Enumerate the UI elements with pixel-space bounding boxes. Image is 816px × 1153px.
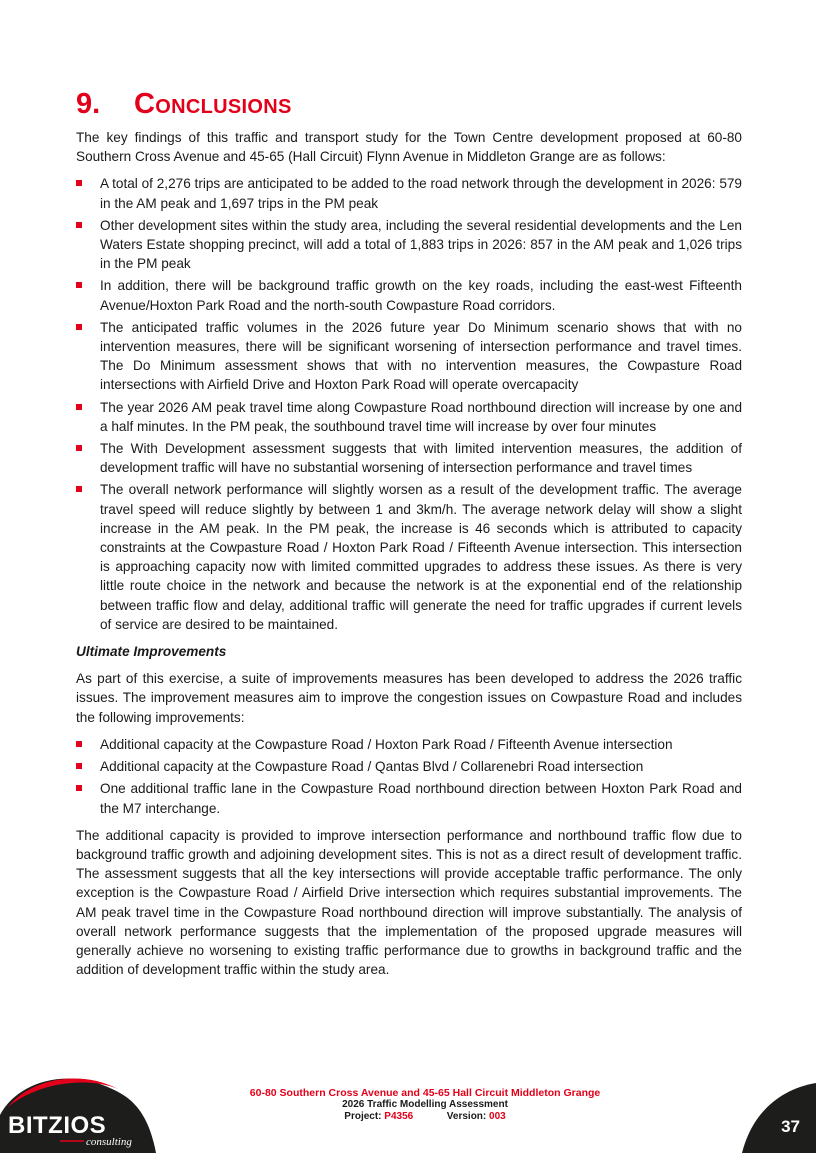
logo-brand-text: BITZIOS (8, 1112, 107, 1139)
footer-version-label: Version: (446, 1111, 487, 1122)
list-item: The anticipated traffic volumes in the 2026 future year Do Minimum scenario shows that with no intervention measures, there will be significant worsening of intersection performance and travel times. The Do Minimum assessment shows that with no intervention measures, the Cowpasture Road intersections with Airfield Drive and Hoxton Park Road will operate overcapacity (76, 318, 742, 395)
footer-project-title: 60-80 Southern Cross Avenue and 45-65 Hall Circuit Middleton Grange (249, 1087, 601, 1099)
bullet-square-icon (76, 324, 82, 330)
section-number: 9. (76, 88, 101, 120)
list-item: A total of 2,276 trips are anticipated to be added to the road network through the development in 2026: 579 in the AM peak and 1,697 trips in the PM peak (76, 174, 742, 212)
list-item: One additional traffic lane in the Cowpasture Road northbound direction between Hoxton Park Road and the M7 interchange. (76, 779, 742, 817)
closing-paragraph: The additional capacity is provided to improve intersection performance and northbound traffic flow due to background traffic growth and adjoining development sites. This is not as a direct result of development traffic. The assessment suggests that all the key intersections will provide acceptable traffic performance. The only exception is the Cowpasture Road / Airfield Drive intersection which requires substantial improvements. The AM peak travel time in the Cowpasture Road northbound direction will improve substantially. The analysis of overall network performance suggests that the implementation of the proposed upgrade measures will generally achieve no worsening to existing traffic performance due to growths in background traffic and the addition of development traffic within the study area. (76, 827, 742, 978)
bullet-square-icon (76, 763, 82, 769)
section-heading (76, 88, 292, 121)
bullet-square-icon (76, 222, 82, 228)
bullet-square-icon (76, 404, 82, 410)
bullet-square-icon (76, 445, 82, 451)
footer-project-label: Project: (344, 1111, 382, 1122)
bitzios-logo (0, 1063, 160, 1153)
logo-tagline-text: consulting (86, 1136, 132, 1148)
list-item: The With Development assessment suggests that with limited intervention measures, the addition of development traffic will have no substantial worsening of intersection performance and travel times (76, 439, 742, 477)
list-item: The year 2026 AM peak travel time along Cowpasture Road northbound direction will increase by one and a half minutes. In the PM peak, the southbound travel time will increase by over four minutes (76, 398, 742, 436)
improvements-list (76, 735, 742, 818)
page-number-background (742, 1083, 816, 1153)
page-footer (200, 1087, 650, 1123)
list-item: Additional capacity at the Cowpasture Road / Hoxton Park Road / Fifteenth Avenue intersection (76, 735, 742, 754)
bullet-square-icon (76, 785, 82, 791)
list-item: In addition, there will be background traffic growth on the key roads, including the east-west Fifteenth Avenue/Hoxton Park Road and the north-south Cowpasture Road corridors. (76, 276, 742, 314)
page-number: 37 (781, 1117, 800, 1136)
improvements-intro: As part of this exercise, a suite of improvements measures has been developed to address the 2026 traffic issues. The improvement measures aim to improve the congestion issues on Cowpasture Road and includes the following improvements: (76, 671, 742, 725)
footer-subtitle: 2026 Traffic Modelling Assessment (342, 1099, 508, 1110)
page-number-badge (730, 1083, 816, 1153)
footer-meta (200, 1111, 650, 1123)
list-item: Other development sites within the study area, including the several residential developments and the Len Waters Estate shopping precinct, will add a total of 1,883 trips in 2026: 857 in the AM peak and 1,026 trips in the PM peak (76, 216, 742, 274)
intro-paragraph: The key findings of this traffic and transport study for the Town Centre development proposed at 60-80 Southern Cross Avenue and 45-65 (Hall Circuit) Flynn Avenue in Middleton Grange are as follows: (76, 130, 742, 165)
bullet-square-icon (76, 180, 82, 186)
bullet-square-icon (76, 741, 82, 747)
bullet-square-icon (76, 486, 82, 492)
footer-project-code: P4356 (384, 1111, 414, 1122)
list-item: Additional capacity at the Cowpasture Road / Qantas Blvd / Collarenebri Road intersection (76, 757, 742, 776)
section-title: Conclusions (134, 88, 292, 120)
bullet-square-icon (76, 282, 82, 288)
findings-list (76, 174, 742, 634)
body-content (76, 128, 742, 987)
list-item: The overall network performance will slightly worsen as a result of the development traffic. The average travel speed will reduce slightly by between 1 and 3km/h. The average network delay will show a slight increase in the AM peak. In the PM peak, the increase is 46 seconds which is attributed to capacity constraints at the Cowpasture Road / Hoxton Park Road / Fifteenth Avenue intersection. This intersection is approaching capacity now with limited committed upgrades to address these issues. As there is very little route choice in the network and because the network is at the exponential end of the relationship between traffic flow and delay, additional traffic will generate the need for traffic upgrades if current levels of service are desired to be maintained. (76, 480, 742, 634)
subheading-ultimate-improvements: Ultimate Improvements (76, 644, 227, 660)
footer-version-code: 003 (489, 1111, 506, 1122)
